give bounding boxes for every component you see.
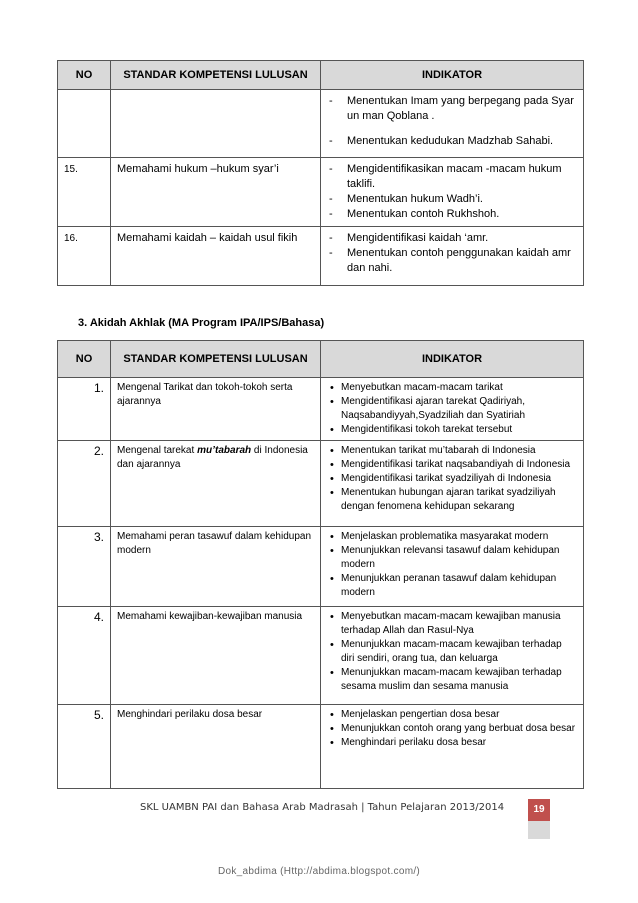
indikator-item: • Menyebutkan macam-macam kewajiban manusia terhadap Allah dan Rasul-Nya [327, 610, 577, 638]
row-no: 15. [58, 158, 111, 227]
row-no: 5. [58, 705, 111, 789]
table-row [58, 607, 584, 705]
indikator-item: • Menyebutkan macam-macam tarikat [327, 381, 577, 395]
indikator-item: - Mengidentifikasikan macam -macam hukum taklifi. [327, 162, 577, 192]
row-standar: Memahami peran tasawuf dalam kehidupan modern [111, 527, 321, 607]
header-standar: STANDAR KOMPETENSI LULUSAN [111, 341, 321, 378]
row-standar: Memahami kewajiban-kewajiban manusia [111, 607, 321, 705]
watermark: Dok_abdima (Http://abdima.blogspot.com/) [217, 866, 421, 877]
row-indikator [321, 441, 584, 527]
row-standar: Menghindari perilaku dosa besar [111, 705, 321, 789]
indikator-item: • Menunjukkan macam-macam kewajiban terhadap sesama muslim dan sesama manusia [327, 666, 577, 694]
indikator-item: • Menunjukkan peranan tasawuf dalam kehidupan modern [327, 572, 577, 600]
indikator-item: • Mengidentifikasi ajaran tarekat Qadiriyah, Naqsabandiyyah,Syadziliah dan Syatiriah [327, 395, 577, 423]
page-footer: SKL UAMBN PAI dan Bahasa Arab Madrasah | Tahun Pelajaran 2013/2014 [140, 802, 505, 813]
row-no: 1. [58, 378, 111, 441]
indikator-item: • Menentukan hubungan ajaran tarikat syadziliyah dengan fenomena kehidupan sekarang [327, 486, 577, 514]
row-indikator [321, 527, 584, 607]
competency-table-akidah-akhlak [57, 340, 584, 789]
table-row [58, 90, 584, 158]
row-indikator [321, 90, 584, 158]
row-indikator [321, 378, 584, 441]
indikator-item: • Menjelaskan pengertian dosa besar [327, 708, 577, 722]
indikator-item: • Mengidentifikasi tarikat naqsabandiyah di Indonesia [327, 458, 577, 472]
table-header-row [58, 341, 584, 378]
table-row [58, 527, 584, 607]
indikator-item: • Mengidentifikasi tokoh tarekat tersebut [327, 423, 577, 437]
table-row [58, 227, 584, 286]
indikator-item: - Mengidentifikasi kaidah ‘amr. [327, 231, 577, 246]
page-number-shade [528, 821, 550, 839]
header-standar: STANDAR KOMPETENSI LULUSAN [111, 61, 321, 90]
row-no: 16. [58, 227, 111, 286]
indikator-item: • Menunjukkan macam-macam kewajiban terhadap diri sendiri, orang tua, dan keluarga [327, 638, 577, 666]
row-indikator [321, 607, 584, 705]
row-no: 2. [58, 441, 111, 527]
header-no: NO [58, 341, 111, 378]
indikator-item: - Menentukan contoh Rukhshoh. [327, 207, 577, 222]
row-no: 4. [58, 607, 111, 705]
row-standar [111, 441, 321, 527]
indikator-item: - Menentukan Imam yang berpegang pada Syar un man Qoblana . [327, 94, 577, 124]
table-row [58, 158, 584, 227]
table-header-row [58, 61, 584, 90]
indikator-item: - Menentukan kedudukan Madzhab Sahabi. [327, 134, 577, 149]
row-indikator [321, 158, 584, 227]
competency-table-fiqh [57, 60, 584, 286]
row-indikator [321, 227, 584, 286]
indikator-item: - Menentukan contoh penggunakan kaidah amr dan nahi. [327, 246, 577, 276]
indikator-item: • Mengidentifikasi tarikat syadziliyah di Indonesia [327, 472, 577, 486]
table-row [58, 378, 584, 441]
row-no [58, 90, 111, 158]
table-row [58, 441, 584, 527]
standar-text: Mengenal tarekat [117, 445, 198, 456]
indikator-item: • Menunjukkan contoh orang yang berbuat dosa besar [327, 722, 577, 736]
indikator-item: • Menghindari perilaku dosa besar [327, 736, 577, 750]
row-standar [111, 90, 321, 158]
row-no: 3. [58, 527, 111, 607]
header-indikator: INDIKATOR [321, 61, 584, 90]
section-title: 3. Akidah Akhlak (MA Program IPA/IPS/Bahasa) [78, 317, 325, 329]
standar-emphasis: mu’tabarah [197, 445, 252, 456]
row-indikator [321, 705, 584, 789]
row-standar: Memahami hukum –hukum syar’i [111, 158, 321, 227]
header-indikator: INDIKATOR [321, 341, 584, 378]
header-no: NO [58, 61, 111, 90]
indikator-item: - Menentukan hukum Wadh’i. [327, 192, 577, 207]
standar-text: di Indonesia dan ajarannya [117, 445, 308, 470]
indikator-item: • Menjelaskan problematika masyarakat modern [327, 530, 577, 544]
page-number: 19 [528, 799, 550, 821]
indikator-item: • Menunjukkan relevansi tasawuf dalam kehidupan modern [327, 544, 577, 572]
row-standar: Mengenal Tarikat dan tokoh-tokoh serta ajarannya [111, 378, 321, 441]
row-standar: Memahami kaidah – kaidah usul fikih [111, 227, 321, 286]
indikator-item: • Menentukan tarikat mu’tabarah di Indonesia [327, 444, 577, 458]
table-row [58, 705, 584, 789]
